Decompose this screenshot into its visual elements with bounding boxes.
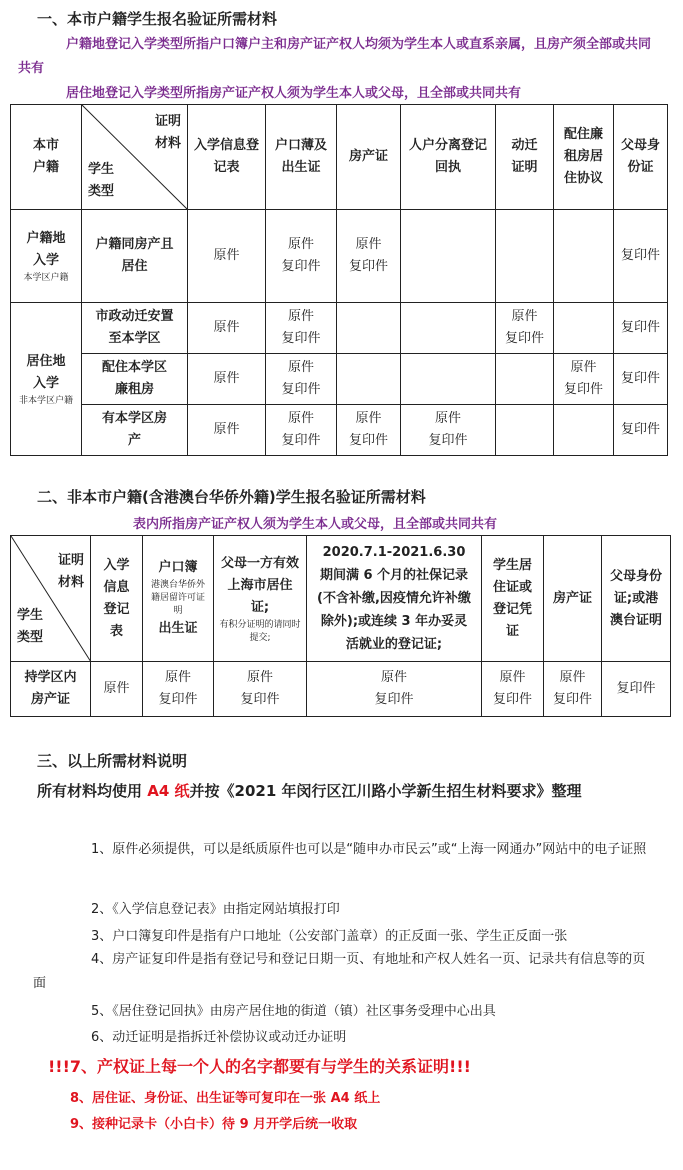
col-header-registration-form: 入学信息登记表 [188,105,266,210]
section3-item-3: 3、户口簿复印件是指有户口地址（公安部门盖章）的正反面一张、学生正反面一张 [91,929,568,944]
header-corner-cell [82,105,188,210]
row-type-1: 户籍同房产且居住 [82,210,188,303]
section2-note: 表内所指房产证产权人须为学生本人或父母，且全部或共同共有 [133,517,498,532]
row-type-property-holder: 持学区内房产证 [11,662,91,717]
section3-intro: 所有材料均使用 A4 纸并按《2021 年闵行区江川路小学新生招生材料要求》整理 [37,782,582,800]
section3-item-4: 4、房产证复印件是指有登记号和登记日期一页、有地址和产权人姓名一页、记录共有信息等的页面 [33,952,646,991]
cell: 原件 [188,210,266,303]
cell [496,210,554,303]
section1-note1: 户籍地登记入学类型所指户口簿户主和房产证产权人均须为学生本人或直系亲属，且房产须全部或共同共有 [18,37,652,76]
cell [496,354,554,405]
corner-bottom-2: 类型 [17,630,44,645]
col-header-social-security: 2020.7.1-2021.6.30 期间满 6 个月的社保记录(不含补缴,因疫情允许补缴除外);或连续 3 年办妥灵活就业的登记证; [307,536,482,662]
col-header-household-book: 户口薄及出生证 [266,105,337,210]
cell: 原件 复印件 [143,662,214,717]
cell: 原件 复印件 [307,662,482,717]
col-header-relocation-proof: 动迁证明 [496,105,554,210]
row-type-2: 市政动迁安置至本学区 [82,303,188,354]
corner-top-2: 材料 [154,136,181,151]
intro-a4-highlight: A4 纸 [147,782,190,800]
cell: 原件 复印件 [266,354,337,405]
local-hukou-table [10,104,668,456]
cell: 原件 复印件 [482,662,544,717]
cell [554,303,614,354]
header-corner-cell-2 [11,536,91,662]
cell [337,354,401,405]
header-local-hukou: 本市 户籍 [11,105,82,210]
cell: 复印件 [614,354,668,405]
corner-bottom-1: 学生 [88,162,115,177]
corner-top-1: 证明 [57,553,84,568]
cell: 原件 复印件 [214,662,307,717]
col-header-student-residence: 学生居住证或登记凭证 [482,536,544,662]
cell: 原件 复印件 [266,210,337,303]
cell: 复印件 [614,405,668,456]
cell: 复印件 [614,303,668,354]
section2-title: 二、非本市户籍(含港澳台华侨外籍)学生报名验证所需材料 [37,488,426,506]
corner-bottom-1: 学生 [17,608,44,623]
row-type-3: 配住本学区廉租房 [82,354,188,405]
corner-top-2: 材料 [57,575,84,590]
section1-note2: 居住地登记入学类型所指房产证产权人须为学生本人或父母，且全部或共同共有 [66,86,522,101]
cell: 原件 复印件 [544,662,602,717]
corner-top-1: 证明 [154,114,181,129]
col-header-lowrent-agreement: 配住廉租房居住协议 [554,105,614,210]
section1-title: 一、本市户籍学生报名验证所需材料 [37,10,278,28]
group-residence-area: 居住地入学 非本学区户籍 [11,303,82,456]
cell [401,354,496,405]
cell [554,405,614,456]
section3-item-8: 8、居住证、身份证、出生证等可复印在一张 A4 纸上 [70,1091,381,1106]
cell: 原件 复印件 [266,303,337,354]
cell [496,405,554,456]
col-header-parent-id: 父母身份证;或港澳台证明 [602,536,671,662]
cell: 原件 [188,303,266,354]
section3-item-2: 2、《入学信息登记表》由指定网站填报打印 [91,902,340,917]
cell: 原件 复印件 [266,405,337,456]
cell: 原件 复印件 [496,303,554,354]
cell: 复印件 [602,662,671,717]
cell: 原件 [188,354,266,405]
cell [401,210,496,303]
cell: 原件 复印件 [401,405,496,456]
row-type-4: 有本学区房产 [82,405,188,456]
col-header-property-cert: 房产证 [544,536,602,662]
section3-title: 三、以上所需材料说明 [37,752,188,770]
corner-bottom-2: 类型 [88,184,115,199]
section3-item-1: 1、原件必须提供，可以是纸质原件也可以是“随申办市民云”或“上海一网通办”网站中的电子证照 [91,842,647,857]
cell: 复印件 [614,210,668,303]
col-header-registration-form: 入学信息登记表 [91,536,143,662]
cell: 原件 复印件 [554,354,614,405]
col-header-household-book: 户口簿 港澳台华侨外籍居留许可证明 出生证 [143,536,214,662]
col-header-separation-receipt: 人户分离登记回执 [401,105,496,210]
cell: 原件 复印件 [337,405,401,456]
section3-item-6: 6、动迁证明是指拆迁补偿协议或动迁办证明 [91,1030,347,1045]
section3-item-7: !!!7、产权证上每一个人的名字都要有与学生的关系证明!!! [48,1057,471,1076]
col-header-residence-permit: 父母一方有效上海市居住证; 有积分证明的请同时提交; [214,536,307,662]
cell [401,303,496,354]
cell [554,210,614,303]
col-header-property-cert: 房产证 [337,105,401,210]
section3-item-9: 9、接种记录卡（小白卡）待 9 月开学后统一收取 [70,1117,358,1132]
cell [337,303,401,354]
cell: 原件 [91,662,143,717]
col-header-parent-id: 父母身份证 [614,105,668,210]
cell: 原件 复印件 [337,210,401,303]
nonlocal-hukou-table [10,535,671,717]
group-hukou-area: 户籍地入学 本学区户籍 [11,210,82,303]
section3-item-5: 5、《居住登记回执》由房产居住地的街道（镇）社区事务受理中心出具 [91,1004,496,1019]
cell: 原件 [188,405,266,456]
